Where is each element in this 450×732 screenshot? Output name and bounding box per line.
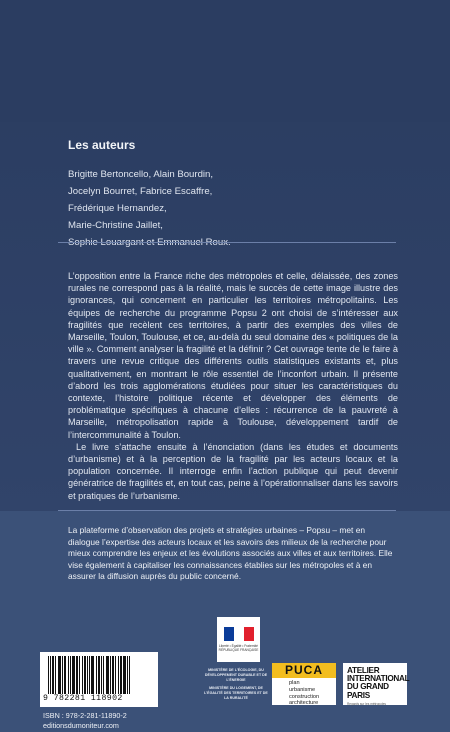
puca-sub-line: urbanisme [289, 686, 316, 693]
puca-title: PUCA [272, 663, 336, 678]
atelier-name: ATELIER INTERNATIONAL DU GRAND PARIS [347, 666, 410, 700]
ministry-ecology: MINISTÈRE DE L’ÉCOLOGIE, DU DÉVELOPPEMENT DURABLE ET DE L’ÉNERGIE [204, 668, 268, 682]
author-line: Marie-Christine Jaillet, [68, 220, 163, 231]
flag-white-stripe [234, 627, 244, 641]
isbn-number: ISBN : 978-2-281-11890-2 [43, 711, 127, 720]
divider [58, 242, 396, 243]
platform-description: La plateforme d’observation des projets et stratégies urbaines – Popsu – met en dialogue l’expertise des acteurs locaux et les savoirs des milieux de la recherche pour mieux comprendre les enjeux et les évolutions associés aux villes et aux territoires. Elle vise également à capitaliser les connaissances établies sur les métropoles et à en assurer la diffusion auprès du public concerné. [68, 525, 393, 582]
atelier-grand-paris-logo [343, 663, 410, 706]
authors-section [68, 138, 398, 251]
divider [58, 510, 396, 511]
republique-francaise-logo [217, 617, 260, 662]
flag-blue-stripe [224, 627, 234, 641]
barcode-number: 9 782281 118902 [43, 694, 123, 703]
summary-paragraph-1: L’opposition entre la France riche des métropoles et celle, délaissée, des zones rurales ne correspond pas à la réalité, mais le succès de cette image illustre des ignorances, qui concernent en particulier les territoires métropolitains. Les équipes de recherche du programme Popsu 2 ont choisi de s’intéresser aux fragilités que recèlent ces territoires, à partir des exemples des villes de Marseille, Toulon, Toulouse, et ce, au-delà du seul domaine des « politiques de la ville ». Comment analyser la fragilité et la définir ? Cet ouvrage tente de le faire à travers une revue critique des différents outils statistiques existants et, plus qualitativement, en montrant le rôle essentiel de l’inconfort urbain. Il présente d’abord les trois agglomérations étudiées pour situer les caractéristiques du contexte, l’histoire politique récente et développer des éléments de problématique spécifiques à chacune d’elles : récurrence de la pauvreté à Marseille, métropolisation rapide à Toulouse, développement tardif de l’intercommunalité à Toulon. [68, 271, 398, 440]
publisher-website: editionsdumoniteur.com [43, 721, 119, 730]
isbn-info [43, 711, 127, 731]
ministry-housing: MINISTÈRE DU LOGEMENT, DE L’ÉGALITÉ DES TERRITOIRES ET DE LA RURALITÉ [204, 686, 268, 700]
flag-red-stripe [244, 627, 254, 641]
book-summary [68, 270, 398, 502]
puca-sub-line: construction [289, 693, 320, 700]
authors-heading: Les auteurs [68, 138, 136, 152]
puca-sub-line: architecture [289, 700, 319, 707]
barcode [40, 652, 158, 707]
republique-text: Liberté • Égalité • Fraternité RÉPUBLIQUE FRANÇAISE [218, 644, 259, 652]
summary-paragraph-2: Le livre s’attache ensuite à l’énonciation (dans les études et documents d’urbanisme) et à la perception de la fragilité par les acteurs locaux et la population concernée. Il interroge enfin l’action publique qui peut devenir génératrice de fragilités et, en tout cas, peine à l’opérationnaliser dans les savoirs et pratiques de l’urbanisme. [68, 441, 398, 501]
author-line: Frédérique Hernandez, [68, 203, 167, 214]
barcode-bars [48, 656, 150, 694]
author-line: Jocelyn Bourret, Fabrice Escaffre, [68, 186, 213, 197]
flag-icon [224, 627, 254, 641]
author-line: Brigitte Bertoncello, Alain Bourdin, [68, 169, 214, 180]
ministry-names [204, 668, 268, 701]
puca-logo [272, 663, 336, 705]
atelier-subtitle: Regards sur les métropoles [347, 701, 386, 706]
puca-subtitle [272, 678, 336, 707]
top-band [0, 0, 450, 122]
puca-sub-line: plan [289, 680, 300, 686]
